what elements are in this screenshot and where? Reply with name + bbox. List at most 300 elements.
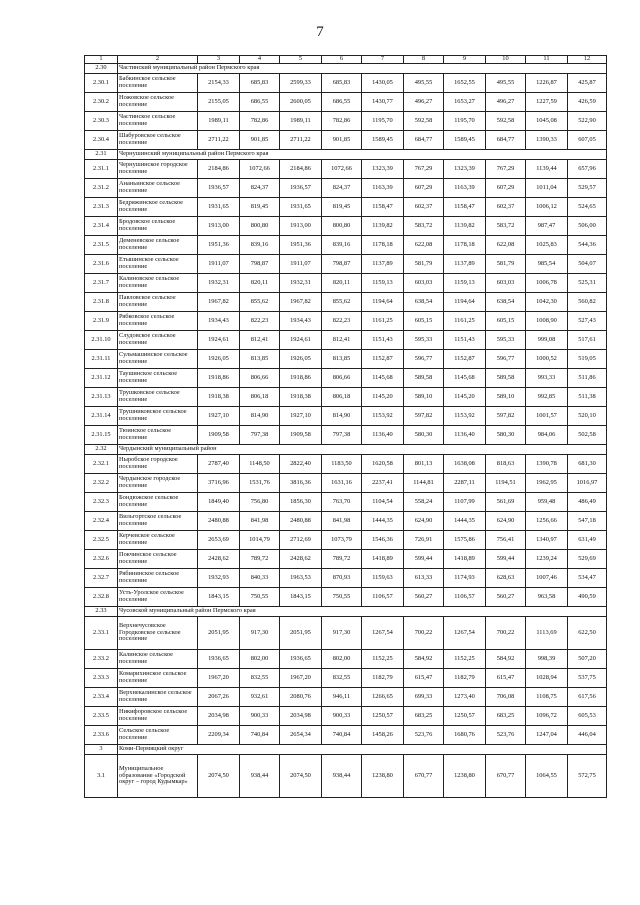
table-cell: 2080,76 (280, 688, 322, 707)
section-row (85, 150, 607, 160)
row-code: 2.32.3 (85, 493, 118, 512)
table-row (85, 493, 607, 512)
table-row (85, 179, 607, 198)
table-cell: 806,18 (322, 388, 362, 407)
row-code: 2.31.1 (85, 160, 118, 179)
row-code: 2.33.4 (85, 688, 118, 707)
row-code: 2.30.1 (85, 74, 118, 93)
table-header-row (85, 56, 607, 64)
table-cell: 1183,50 (322, 455, 362, 474)
table-cell: 756,41 (486, 531, 526, 550)
table-cell: 517,61 (568, 331, 607, 350)
table-cell: 1238,80 (362, 755, 404, 798)
table-cell: 592,58 (404, 112, 444, 131)
table-cell: 589,58 (404, 369, 444, 388)
settlement-name: Рябковское сельское поселение (118, 312, 198, 331)
table-cell: 1106,57 (444, 588, 486, 607)
table-cell: 993,33 (526, 369, 568, 388)
table-cell: 800,80 (322, 217, 362, 236)
table-cell: 812,41 (322, 331, 362, 350)
row-code: 2.31.8 (85, 293, 118, 312)
settlement-name: Верхнечусовское Городковское сельское поселение (118, 617, 198, 650)
table-cell: 1014,79 (240, 531, 280, 550)
table-cell: 1137,89 (362, 255, 404, 274)
table-cell: 605,15 (486, 312, 526, 331)
table-cell: 1323,39 (444, 160, 486, 179)
table-cell: 1951,36 (280, 236, 322, 255)
table-cell: 801,13 (404, 455, 444, 474)
table-cell: 1107,99 (444, 493, 486, 512)
table-cell: 607,29 (404, 179, 444, 198)
column-number: 12 (568, 56, 607, 64)
table-cell: 1072,66 (240, 160, 280, 179)
table-cell: 1620,58 (362, 455, 404, 474)
table-cell: 1108,75 (526, 688, 568, 707)
table-cell: 1458,26 (362, 726, 404, 745)
settlement-name: Вильгортское сельское поселение (118, 512, 198, 531)
table-cell: 750,55 (322, 588, 362, 607)
table-cell: 622,50 (568, 617, 607, 650)
table-cell: 1911,07 (280, 255, 322, 274)
table-cell: 1638,08 (444, 455, 486, 474)
row-code: 2.31.7 (85, 274, 118, 293)
table-cell: 782,86 (240, 112, 280, 131)
table-row (85, 617, 607, 650)
table-cell: 1011,04 (526, 179, 568, 198)
settlement-name: Чернушинское городское поселение (118, 160, 198, 179)
table-cell: 917,30 (322, 617, 362, 650)
table-cell: 839,16 (322, 236, 362, 255)
table-cell: 1025,83 (526, 236, 568, 255)
table-cell: 1250,57 (444, 707, 486, 726)
table-cell: 1652,55 (444, 74, 486, 93)
table-cell: 2237,41 (362, 474, 404, 493)
table-cell: 1936,65 (280, 650, 322, 669)
table-cell: 2155,05 (198, 93, 240, 112)
table-cell: 1163,39 (444, 179, 486, 198)
table-cell: 2654,34 (280, 726, 322, 745)
table-cell: 1967,20 (280, 669, 322, 688)
table-cell: 819,45 (240, 198, 280, 217)
column-number: 7 (362, 56, 404, 64)
table-cell: 581,79 (486, 255, 526, 274)
table-cell: 1153,92 (362, 407, 404, 426)
table-cell: 1195,70 (444, 112, 486, 131)
table-cell: 1924,61 (280, 331, 322, 350)
table-cell: 1042,30 (526, 293, 568, 312)
table-cell: 1159,63 (362, 569, 404, 588)
table-cell: 1227,59 (526, 93, 568, 112)
table-cell: 1589,45 (362, 131, 404, 150)
settlement-name: Етышинское сельское поселение (118, 255, 198, 274)
table-cell: 615,47 (486, 669, 526, 688)
table-cell: 1963,53 (280, 569, 322, 588)
table-cell: 2428,62 (280, 550, 322, 569)
table-cell: 1430,77 (362, 93, 404, 112)
table-cell: 3816,36 (280, 474, 322, 493)
table-cell: 624,90 (404, 512, 444, 531)
table-cell: 2287,11 (444, 474, 486, 493)
table-cell: 624,90 (486, 512, 526, 531)
table-cell: 1913,00 (198, 217, 240, 236)
table-cell: 1194,64 (444, 293, 486, 312)
table-row (85, 550, 607, 569)
table-cell: 683,25 (486, 707, 526, 726)
table-cell: 486,49 (568, 493, 607, 512)
table-cell: 1951,36 (198, 236, 240, 255)
table-cell: 1178,18 (362, 236, 404, 255)
table-cell: 1680,76 (444, 726, 486, 745)
table-cell: 544,36 (568, 236, 607, 255)
table-row (85, 426, 607, 445)
table-cell: 699,33 (404, 688, 444, 707)
table-row (85, 112, 607, 131)
table-cell: 700,22 (404, 617, 444, 650)
table-cell: 617,56 (568, 688, 607, 707)
table-cell: 2711,22 (280, 131, 322, 150)
table-cell: 1273,40 (444, 688, 486, 707)
table-cell: 1927,10 (198, 407, 240, 426)
table-cell: 1073,79 (322, 531, 362, 550)
table-cell: 797,38 (240, 426, 280, 445)
table-cell: 1843,15 (280, 588, 322, 607)
table-row (85, 217, 607, 236)
table-cell: 1266,65 (362, 688, 404, 707)
table-cell: 537,75 (568, 669, 607, 688)
table-cell: 1194,51 (486, 474, 526, 493)
settlement-name: Таушинское сельское поселение (118, 369, 198, 388)
table-cell: 798,87 (322, 255, 362, 274)
table-cell: 1145,68 (444, 369, 486, 388)
table-cell: 596,77 (404, 350, 444, 369)
row-code: 2.32.7 (85, 569, 118, 588)
table-cell: 1006,78 (526, 274, 568, 293)
table-cell: 798,87 (240, 255, 280, 274)
settlement-name: Никифоровское сельское поселение (118, 707, 198, 726)
table-cell: 750,55 (240, 588, 280, 607)
table-cell: 917,30 (240, 617, 280, 650)
settlement-name: Муниципальное образование «Городской округ – город Кудымкар» (118, 755, 198, 798)
table-cell: 686,55 (240, 93, 280, 112)
page-number: 7 (316, 24, 324, 40)
table-cell: 1139,82 (444, 217, 486, 236)
table-cell: 1390,78 (526, 455, 568, 474)
table-cell: 522,90 (568, 112, 607, 131)
table-row (85, 726, 607, 745)
table-cell: 901,85 (322, 131, 362, 150)
row-code: 2.32.5 (85, 531, 118, 550)
row-code: 2.30.4 (85, 131, 118, 150)
row-code: 3.1 (85, 755, 118, 798)
section-code: 2.32 (85, 445, 118, 455)
table-cell: 603,03 (404, 274, 444, 293)
table-cell: 1267,54 (362, 617, 404, 650)
table-cell: 824,37 (240, 179, 280, 198)
settlement-name: Бродовское сельское поселение (118, 217, 198, 236)
table-cell: 560,27 (486, 588, 526, 607)
table-cell: 519,05 (568, 350, 607, 369)
table-row (85, 350, 607, 369)
table-cell: 495,55 (404, 74, 444, 93)
table-cell: 1158,47 (362, 198, 404, 217)
table-cell: 1247,04 (526, 726, 568, 745)
table-cell: 1856,30 (280, 493, 322, 512)
table-cell: 938,44 (322, 755, 362, 798)
table-cell: 615,47 (404, 669, 444, 688)
table-cell: 802,00 (240, 650, 280, 669)
table-cell: 814,90 (240, 407, 280, 426)
table-cell: 631,49 (568, 531, 607, 550)
row-code: 2.31.6 (85, 255, 118, 274)
table-cell: 2480,88 (280, 512, 322, 531)
table-cell: 520,10 (568, 407, 607, 426)
settlement-name: Тюинское сельское поселение (118, 426, 198, 445)
table-cell: 1843,15 (198, 588, 240, 607)
table-cell: 1926,05 (198, 350, 240, 369)
table-cell: 782,86 (322, 112, 362, 131)
table-cell: 1137,89 (444, 255, 486, 274)
table-row (85, 198, 607, 217)
table-cell: 1001,57 (526, 407, 568, 426)
table-cell: 756,80 (240, 493, 280, 512)
table-cell: 1064,55 (526, 755, 568, 798)
table-cell: 1139,44 (526, 160, 568, 179)
table-cell: 700,22 (486, 617, 526, 650)
table-cell: 900,33 (240, 707, 280, 726)
table-cell: 2653,69 (198, 531, 240, 550)
row-code: 2.31.15 (85, 426, 118, 445)
table-cell: 870,93 (322, 569, 362, 588)
table-cell: 1936,57 (198, 179, 240, 198)
row-code: 2.32.6 (85, 550, 118, 569)
table-cell: 1444,35 (362, 512, 404, 531)
table-cell: 946,11 (322, 688, 362, 707)
table-cell: 1016,97 (568, 474, 607, 493)
table-cell: 1340,97 (526, 531, 568, 550)
table-cell: 3716,96 (198, 474, 240, 493)
table-cell: 1909,58 (280, 426, 322, 445)
row-code: 2.31.4 (85, 217, 118, 236)
settlement-name: Шабуровское сельское поселение (118, 131, 198, 150)
table-row (85, 236, 607, 255)
table-cell: 446,04 (568, 726, 607, 745)
table-cell: 597,82 (486, 407, 526, 426)
column-number: 6 (322, 56, 362, 64)
table-cell: 496,27 (404, 93, 444, 112)
table-cell: 1932,31 (198, 274, 240, 293)
table-cell: 599,44 (404, 550, 444, 569)
row-code: 2.30.3 (85, 112, 118, 131)
section-title: Чернушинский муниципальный район Пермского края (118, 150, 607, 160)
table-cell: 684,77 (404, 131, 444, 150)
table-cell: 1653,27 (444, 93, 486, 112)
table-cell: 818,63 (486, 455, 526, 474)
table-cell: 607,05 (568, 131, 607, 150)
table-cell: 806,66 (322, 369, 362, 388)
table-cell: 2712,69 (280, 531, 322, 550)
table-cell: 1161,25 (444, 312, 486, 331)
table-cell: 583,72 (486, 217, 526, 236)
settlement-name: Чердынское городское поселение (118, 474, 198, 493)
table-cell: 685,83 (322, 74, 362, 93)
table-cell: 963,58 (526, 588, 568, 607)
table-cell: 1918,86 (280, 369, 322, 388)
table-cell: 1096,72 (526, 707, 568, 726)
table-cell: 1931,65 (280, 198, 322, 217)
table-cell: 1444,35 (444, 512, 486, 531)
table-cell: 523,76 (486, 726, 526, 745)
table-cell: 1932,31 (280, 274, 322, 293)
settlement-name: Павловское сельское поселение (118, 293, 198, 312)
table-cell: 496,27 (486, 93, 526, 112)
table-cell: 2074,50 (198, 755, 240, 798)
table-cell: 1136,40 (362, 426, 404, 445)
table-cell: 1931,65 (198, 198, 240, 217)
tariff-table (84, 55, 607, 798)
table-cell: 2599,33 (280, 74, 322, 93)
table-cell: 740,84 (322, 726, 362, 745)
table-row (85, 569, 607, 588)
row-code: 2.31.5 (85, 236, 118, 255)
table-cell: 524,65 (568, 198, 607, 217)
row-code: 2.33.2 (85, 650, 118, 669)
settlement-name: Ножовское сельское поселение (118, 93, 198, 112)
table-cell: 992,85 (526, 388, 568, 407)
table-cell: 789,72 (322, 550, 362, 569)
table-cell: 1158,47 (444, 198, 486, 217)
table-cell: 589,10 (404, 388, 444, 407)
table-cell: 1924,61 (198, 331, 240, 350)
table-cell: 1000,52 (526, 350, 568, 369)
table-row (85, 293, 607, 312)
table-cell: 1104,54 (362, 493, 404, 512)
table-cell: 1153,92 (444, 407, 486, 426)
table-cell: 495,55 (486, 74, 526, 93)
settlement-name: Калиновское сельское поселение (118, 274, 198, 293)
column-number: 8 (404, 56, 444, 64)
table-row (85, 331, 607, 350)
table-row (85, 650, 607, 669)
table-cell: 2074,50 (280, 755, 322, 798)
table-cell: 685,83 (240, 74, 280, 93)
table-cell: 511,86 (568, 369, 607, 388)
section-row (85, 607, 607, 617)
table-cell: 987,47 (526, 217, 568, 236)
table-cell: 806,18 (240, 388, 280, 407)
table-cell: 1589,45 (444, 131, 486, 150)
table-cell: 580,30 (486, 426, 526, 445)
table-cell: 1238,80 (444, 755, 486, 798)
table-cell: 900,33 (322, 707, 362, 726)
table-cell: 2480,88 (198, 512, 240, 531)
table-cell: 638,54 (404, 293, 444, 312)
table-row (85, 688, 607, 707)
table-row (85, 93, 607, 112)
table-cell: 1967,82 (198, 293, 240, 312)
table-row (85, 455, 607, 474)
table-cell: 490,59 (568, 588, 607, 607)
section-title: Чусовской муниципальный район Пермского края (118, 607, 607, 617)
section-code: 3 (85, 745, 118, 755)
table-cell: 670,77 (486, 755, 526, 798)
table-cell: 1934,43 (280, 312, 322, 331)
table-cell: 583,72 (404, 217, 444, 236)
row-code: 2.33.6 (85, 726, 118, 745)
table-cell: 1113,69 (526, 617, 568, 650)
table-cell: 1989,11 (280, 112, 322, 131)
settlement-name: Калинское сельское поселение (118, 650, 198, 669)
table-cell: 558,24 (404, 493, 444, 512)
settlement-name: Частинское сельское поселение (118, 112, 198, 131)
table-cell: 602,37 (404, 198, 444, 217)
settlement-name: Трушниковское сельское поселение (118, 407, 198, 426)
row-code: 2.32.2 (85, 474, 118, 493)
row-code: 2.33.1 (85, 617, 118, 650)
table-cell: 589,58 (486, 369, 526, 388)
table-cell: 2600,05 (280, 93, 322, 112)
table-cell: 1148,50 (240, 455, 280, 474)
table-row (85, 369, 607, 388)
table-cell: 1195,70 (362, 112, 404, 131)
table-cell: 1911,07 (198, 255, 240, 274)
row-code: 2.31.9 (85, 312, 118, 331)
settlement-name: Бедряжинское сельское поселение (118, 198, 198, 217)
table-cell: 561,69 (486, 493, 526, 512)
section-code: 2.33 (85, 607, 118, 617)
table-cell: 813,85 (240, 350, 280, 369)
table-cell: 2034,98 (280, 707, 322, 726)
table-cell: 603,03 (486, 274, 526, 293)
table-row (85, 474, 607, 493)
table-cell: 1152,87 (362, 350, 404, 369)
section-row (85, 64, 607, 74)
table-cell: 2051,95 (280, 617, 322, 650)
table-cell: 999,08 (526, 331, 568, 350)
table-cell: 763,70 (322, 493, 362, 512)
table-cell: 1967,20 (198, 669, 240, 688)
table-cell: 802,00 (322, 650, 362, 669)
table-cell: 824,37 (322, 179, 362, 198)
table-cell: 684,77 (486, 131, 526, 150)
table-cell: 622,08 (486, 236, 526, 255)
section-title: Чердынский муниципальный район (118, 445, 607, 455)
table-cell: 767,29 (404, 160, 444, 179)
row-code: 2.31.12 (85, 369, 118, 388)
table-cell: 812,41 (240, 331, 280, 350)
table-cell: 820,11 (322, 274, 362, 293)
row-code: 2.32.8 (85, 588, 118, 607)
table-cell: 1967,82 (280, 293, 322, 312)
table-cell: 998,39 (526, 650, 568, 669)
table-cell: 529,57 (568, 179, 607, 198)
table-cell: 2154,33 (198, 74, 240, 93)
row-code: 2.31.11 (85, 350, 118, 369)
table-cell: 938,44 (240, 755, 280, 798)
table-cell: 547,18 (568, 512, 607, 531)
row-code: 2.32.4 (85, 512, 118, 531)
table-cell: 822,23 (240, 312, 280, 331)
table-cell: 822,23 (322, 312, 362, 331)
table-cell: 1194,64 (362, 293, 404, 312)
settlement-name: Усть-Уролское сельское поселение (118, 588, 198, 607)
table-cell: 622,08 (404, 236, 444, 255)
table-cell: 2711,22 (198, 131, 240, 150)
table-row (85, 707, 607, 726)
table-cell: 2428,62 (198, 550, 240, 569)
table-cell: 1631,16 (322, 474, 362, 493)
table-cell: 1932,93 (198, 569, 240, 588)
table-cell: 1918,38 (198, 388, 240, 407)
